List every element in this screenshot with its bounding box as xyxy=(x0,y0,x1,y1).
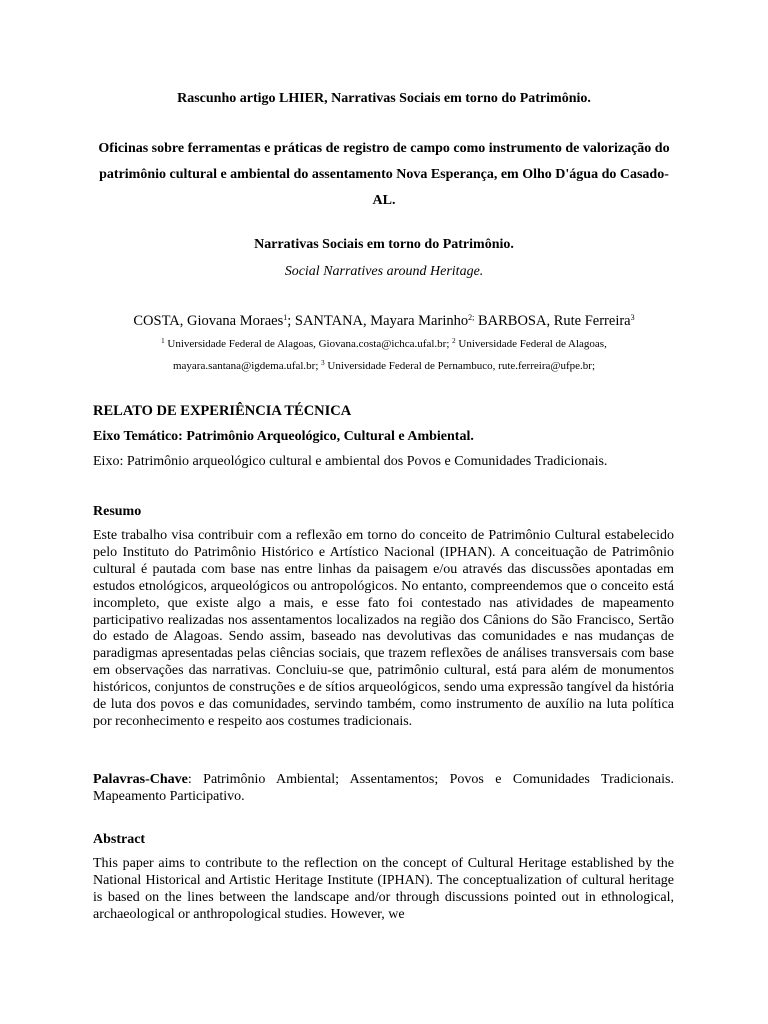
main-title: Oficinas sobre ferramentas e práticas de registro de campo como instrumento de valorização do patrimônio cultural e ambiental do assentamento Nova Esperança, em Olho D'água do Casado-AL. xyxy=(98,141,670,208)
author-2-superscript: 2; xyxy=(468,313,475,322)
abstract-heading: Abstract xyxy=(93,832,146,847)
author-1: COSTA, Giovana Moraes xyxy=(133,313,284,329)
report-type-heading: RELATO DE EXPERIÊNCIA TÉCNICA xyxy=(93,403,352,419)
author-separator: ; xyxy=(287,313,295,329)
author-2: SANTANA, Mayara Marinho xyxy=(294,313,469,329)
axis-line: Eixo: Patrimônio arqueológico cultural e ambiental dos Povos e Comunidades Tradicionais. xyxy=(93,454,608,469)
thematic-axis: Eixo Temático: Patrimônio Arqueológico, Cultural e Ambiental. xyxy=(93,429,474,444)
resumo-heading: Resumo xyxy=(93,504,142,519)
keywords-paragraph xyxy=(93,772,674,806)
affiliation-text: Universidade Federal de Pernambuco, rute.ferreira@ufpe.br; xyxy=(324,360,596,372)
keywords-text: : Patrimônio Ambiental; Assentamentos; Povos e Comunidades Tradicionais. Mapeamento Participativo. xyxy=(93,772,674,804)
keywords-label: Palavras-Chave xyxy=(93,772,188,787)
abstract-paragraph: This paper aims to contribute to the reflection on the concept of Cultural Heritage established by the National Historical and Artistic Heritage Institute (IPHAN). The conceptualization of cultural heritage is based on the lines between the landscape and/or through discussions pointed out in ethnological, archaeological or anthropological studies. However, we xyxy=(93,856,674,922)
affiliation-superscript: 3 xyxy=(321,359,325,367)
affiliation-text: Universidade Federal de Alagoas, xyxy=(455,338,607,350)
affiliation-line-1 xyxy=(0,336,768,352)
author-3-superscript: 3 xyxy=(630,313,635,322)
narratives-title: Narrativas Sociais em torno do Patrimônio. xyxy=(254,237,514,252)
affiliation-line-2 xyxy=(0,358,768,374)
draft-title: Rascunho artigo LHIER, Narrativas Sociais em torno do Patrimônio. xyxy=(177,91,591,106)
affiliation-superscript: 1 xyxy=(161,337,165,345)
author-3: BARBOSA, Rute Ferreira xyxy=(477,313,631,329)
affiliation-text: Universidade Federal de Alagoas, Giovana.costa@ichca.ufal.br; xyxy=(164,338,453,350)
author-1-superscript: 1 xyxy=(283,313,288,322)
affiliation-text: mayara.santana@igdema.ufal.br; xyxy=(172,360,322,372)
resumo-paragraph: Este trabalho visa contribuir com a reflexão em torno do conceito de Patrimônio Cultural estabelecido pelo Instituto do Patrimônio Histórico e Artístico Nacional (IPHAN). A conceituação de Patrimônio cultural é pautada com base nas entre linhas da paisagem e/ou através das discussões apontadas em estudos etnológicos, arqueológicos ou antropológicos. No entanto, compreendemos que o conceito está incompleto, que existe algo a mais, e esse fato foi contestado nas atividades de mapeamento participativo realizadas nos assentamentos localizados na região dos Cânions do São Francisco, Sertão do estado de Alagoas. Sendo assim, baseado nas devolutivas das comunidades e nas mudanças de paradigmas apresentadas pelas ciências sociais, que trazem reflexões de análises transversais com base em observações das narrativas. Concluiu-se que, patrimônio cultural, está para além de monumentos históricos, conjuntos de construções e de sítios arqueológicos, sendo uma expressão tangível da história de luta dos povos e das comunidades, servindo também, como instrumento de auxílio na luta política por reconhecimento e respeito aos costumes tradicionais. xyxy=(93,528,674,729)
authors-line xyxy=(0,312,768,330)
affiliation-superscript: 2 xyxy=(452,337,456,345)
narratives-title-english: Social Narratives around Heritage. xyxy=(284,264,484,279)
